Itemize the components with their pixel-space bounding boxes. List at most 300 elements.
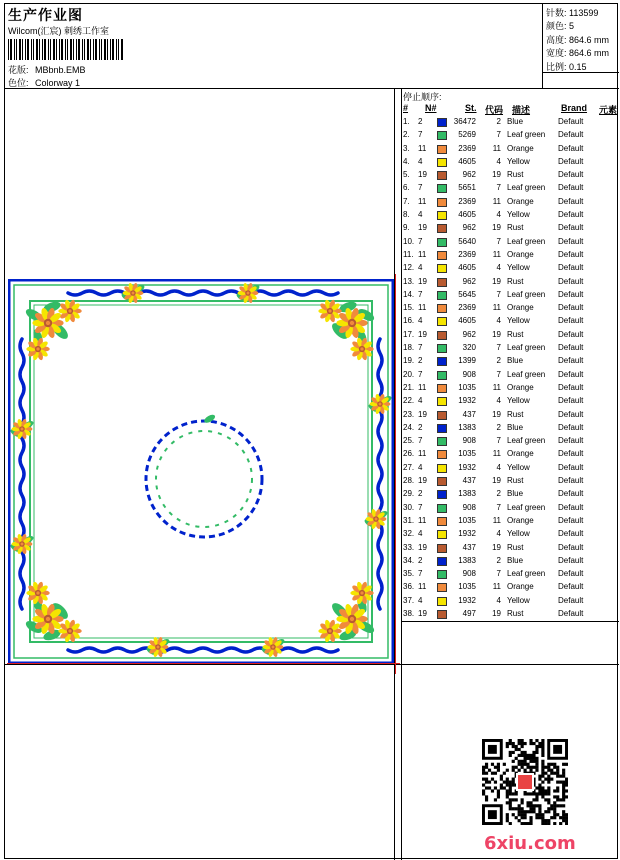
color-swatch [437,224,447,233]
qr-module [509,781,512,784]
qr-module [494,781,497,784]
color-description: Rust [507,542,524,552]
thread-brand: Default [558,223,584,233]
stitch-count: 908 [462,369,476,379]
table-row [403,528,617,541]
table-row [403,369,617,382]
color-description: Rust [507,223,524,233]
qr-module [538,810,541,813]
qr-module [553,795,556,798]
qr-module [524,813,527,816]
table-row [403,222,617,235]
barcode-bar [25,39,26,60]
needle-number: 7 [418,289,423,299]
qr-module [547,819,550,822]
thread-brand: Default [558,476,584,486]
qr-module [562,795,565,798]
qr-module [515,748,518,751]
thread-brand: Default [558,356,584,366]
colorway-label: 色位: [8,78,29,88]
qr-module [512,745,515,748]
thread-brand: Default [558,449,584,459]
barcode-bar [14,39,15,60]
qr-module [512,798,515,801]
color-description: Orange [507,196,534,206]
color-code: 7 [496,236,501,246]
color-swatch [437,610,447,619]
qr-module [518,754,521,757]
color-code: 4 [496,156,501,166]
thread-brand: Default [558,303,584,313]
qr-module [482,783,485,786]
stitch-count: 1035 [458,515,476,525]
qr-module [541,775,544,778]
qr-module [485,795,488,798]
qr-finder-center [553,745,562,754]
color-code: 19 [492,409,501,419]
qr-module [488,769,491,772]
color-description: Blue [507,356,524,366]
qr-module [524,822,527,825]
qr-module [562,792,565,795]
qr-module [535,748,538,751]
color-code: 19 [492,608,501,618]
needle-number: 11 [418,303,427,313]
row-index: 28. [403,476,415,486]
qr-module [553,807,556,810]
table-row [403,209,617,222]
qr-module [535,816,538,819]
qr-module [485,772,488,775]
color-swatch [437,278,447,287]
stitch-count: 962 [462,223,476,233]
qr-code [482,739,568,825]
stitch-count: 1932 [458,529,476,539]
color-description: Leaf green [507,569,546,579]
flower-center-dot [350,321,354,325]
qr-module [541,754,544,757]
color-code: 11 [492,303,501,313]
table-row [403,249,617,262]
qr-module [521,763,524,766]
col-header-element: 元素 [599,105,618,115]
qr-module [532,742,535,745]
barcode-bar [59,39,60,60]
flower-center-dot [157,646,160,649]
stitch-count: 4605 [458,210,476,220]
qr-module [494,786,497,789]
color-code: 7 [496,502,501,512]
needle-number: 19 [418,329,427,339]
color-swatch [437,118,447,127]
qr-module [485,778,488,781]
qr-module [506,795,509,798]
scroll-chain-left [20,339,24,609]
qr-module [526,754,529,757]
qr-module [547,775,550,778]
production-worksheet [4,3,618,859]
thread-brand: Default [558,462,584,472]
qr-module [541,786,544,789]
needle-number: 7 [418,436,423,446]
table-row [403,315,617,328]
qr-module [544,789,547,792]
qr-module [509,792,512,795]
row-index: 36. [403,582,415,592]
qr-module [562,769,565,772]
qr-module [547,807,550,810]
color-description: Rust [507,409,524,419]
thread-brand: Default [558,529,584,539]
needle-number: 11 [418,382,427,392]
qr-module [526,792,529,795]
qr-module [524,769,527,772]
color-code: 11 [492,515,501,525]
color-swatch [437,397,447,406]
color-swatch [437,198,447,207]
color-swatch [437,517,447,526]
row-index: 17. [403,329,415,339]
qr-module [529,739,532,742]
color-description: Leaf green [507,130,546,140]
color-description: Leaf green [507,343,546,353]
color-description: Blue [507,489,524,499]
barcode-bar [107,39,108,60]
qr-module [518,804,521,807]
stitch-count: 1932 [458,396,476,406]
qr-module [556,795,559,798]
qr-module [506,792,509,795]
col-header-description: 描述 [512,105,531,115]
qr-module [559,781,562,784]
qr-module [541,766,544,769]
row-index: 7. [403,196,410,206]
qr-module [532,751,535,754]
color-description: Rust [507,329,524,339]
watermark-text: 6xiu.com [484,833,576,854]
barcode-bar [118,39,119,60]
stat-value: 864.6 mm [569,48,610,58]
qr-module [506,783,509,786]
color-swatch [437,450,447,459]
qr-module [529,742,532,745]
qr-module [521,822,524,825]
flower-center-dot [375,518,378,521]
row-index: 16. [403,316,415,326]
color-swatch [437,411,447,420]
barcode-bar [33,39,34,60]
qr-module [488,786,491,789]
row-index: 27. [403,462,415,472]
color-description: Blue [507,422,524,432]
qr-module [541,772,544,775]
flower-center-dot [328,309,331,312]
barcode-bar [112,39,114,60]
color-code: 4 [496,529,501,539]
needle-number: 7 [418,130,423,140]
qr-module [524,763,527,766]
needle-number: 19 [418,170,427,180]
barcode-bar [67,39,68,60]
barcode-bar [36,39,38,60]
qr-module [506,745,509,748]
flower-center-dot [46,321,50,325]
barcode-bar [42,39,43,60]
qr-module [521,766,524,769]
qr-module [562,813,565,816]
color-code: 19 [492,542,501,552]
color-swatch [437,597,447,606]
qr-module [509,789,512,792]
qr-module [506,816,509,819]
stitch-count: 437 [462,542,476,552]
qr-module [518,807,521,810]
qr-module [518,739,521,742]
qr-module [512,778,515,781]
qr-module [550,804,553,807]
stitch-count: 908 [462,436,476,446]
qr-module [538,807,541,810]
qr-module [497,769,500,772]
qr-module [521,810,524,813]
qr-module [553,810,556,813]
qr-module [538,745,541,748]
qr-module [541,795,544,798]
qr-module [553,763,556,766]
barcode-bar [31,39,32,60]
qr-module [518,819,521,822]
design-file-label: 花版: [8,65,29,75]
table-row [403,502,617,515]
qr-module [532,807,535,810]
qr-module [518,813,521,816]
barcode-bar [22,39,23,60]
table-row [403,129,617,142]
needle-number: 19 [418,276,427,286]
qr-module [556,804,559,807]
qr-module [521,739,524,742]
barcode-bar [76,39,77,60]
color-swatch [437,344,447,353]
color-swatch [437,357,447,366]
qr-module [544,822,547,825]
color-swatch [437,544,447,553]
stitch-count: 1932 [458,462,476,472]
stat-height [546,33,609,46]
qr-module [562,804,565,807]
qr-module [547,822,550,825]
thread-brand: Default [558,316,584,326]
thread-brand: Default [558,489,584,499]
qr-module [565,813,568,816]
needle-number: 4 [418,263,423,273]
qr-module [541,760,544,763]
color-description: Yellow [507,156,530,166]
stitch-count: 1035 [458,582,476,592]
barcode-bar [56,39,57,60]
inner-green-border-2 [34,305,368,638]
table-row [403,555,617,568]
color-code: 19 [492,170,501,180]
thread-brand: Default [558,542,584,552]
stitch-count: 36472 [453,117,476,126]
table-row [403,568,617,581]
qr-module [538,792,541,795]
thread-brand: Default [558,369,584,379]
qr-module [482,778,485,781]
needle-number: 7 [418,369,423,379]
table-row [403,355,617,368]
table-row [403,143,617,156]
qr-module [556,772,559,775]
row-index: 2. [403,130,410,140]
qr-module [509,807,512,810]
barcode-bar [121,39,123,60]
qr-module [529,792,532,795]
barcode-bar [44,39,46,60]
wreath-inner-vine [156,431,252,527]
color-swatch [437,490,447,499]
qr-module [509,798,512,801]
needle-number: 11 [418,196,427,206]
row-index: 20. [403,369,415,379]
barcode-bar [50,39,51,60]
barcode-bar [116,39,117,60]
row-index: 19. [403,356,415,366]
stitch-count: 320 [462,343,476,353]
stat-label: 颜色: [546,21,567,31]
qr-module [562,789,565,792]
row-index: 5. [403,170,410,180]
color-description: Leaf green [507,183,546,193]
needle-number: 11 [418,449,427,459]
needle-number: 4 [418,595,423,605]
qr-module [553,816,556,819]
qr-module [538,789,541,792]
design-file-name: MBbnb.EMB [35,65,86,75]
color-description: Yellow [507,210,530,220]
qr-module [503,763,506,766]
stat-value: 5 [569,21,575,31]
color-swatch [437,291,447,300]
qr-module [529,766,532,769]
qr-module [565,763,568,766]
color-code: 7 [496,436,501,446]
design-file-line [8,63,86,76]
col-header-brand: Brand [561,103,588,113]
qr-module [509,742,512,745]
qr-module [547,778,550,781]
header-divider [5,88,619,89]
qr-module [515,792,518,795]
qr-module [494,798,497,801]
guide-line-vertical [395,274,396,674]
color-swatch [437,171,447,180]
qr-module [532,804,535,807]
row-index: 3. [403,143,410,153]
table-row [403,435,617,448]
qr-module [556,813,559,816]
qr-module [497,763,500,766]
qr-module [550,816,553,819]
qr-module [544,766,547,769]
page-title: 生产作业图 [8,7,83,23]
thread-brand: Default [558,276,584,286]
qr-module [521,801,524,804]
table-row [403,236,617,249]
qr-module [544,798,547,801]
barcode-bar [93,39,94,60]
table-row [403,542,617,555]
qr-module [512,769,515,772]
qr-module [512,751,515,754]
qr-module [485,798,488,801]
barcode-bar [65,39,66,60]
wreath-outer-scroll [146,421,262,537]
qr-module [482,772,485,775]
scroll-chain-top [68,291,338,295]
color-swatch [437,304,447,313]
qr-module [541,792,544,795]
qr-module [482,789,485,792]
color-swatch [437,317,447,326]
color-code: 11 [492,143,501,153]
qr-module [526,804,529,807]
qr-module [541,819,544,822]
qr-module [526,801,529,804]
needle-number: 19 [418,542,427,552]
qr-module [521,816,524,819]
table-row [403,302,617,315]
qr-module [491,772,494,775]
stat-label: 针数: [546,8,567,18]
qr-module [521,813,524,816]
qr-module [562,819,565,822]
flower-center-dot [46,617,50,621]
qr-module [535,745,538,748]
qr-module [524,757,527,760]
color-code: 19 [492,223,501,233]
needle-number: 19 [418,409,427,419]
thread-brand: Default [558,329,584,339]
qr-module [535,798,538,801]
row-index: 11. [403,249,414,259]
qr-module [559,798,562,801]
qr-module [509,801,512,804]
color-code: 4 [496,316,501,326]
qr-module [526,763,529,766]
qr-module [509,804,512,807]
row-index: 21. [403,382,415,392]
qr-module [547,798,550,801]
color-code: 7 [496,289,501,299]
qr-module [503,781,506,784]
thread-brand: Default [558,343,584,353]
qr-module [529,810,532,813]
color-swatch [437,583,447,592]
qr-module [485,766,488,769]
qr-module [562,786,565,789]
qr-module [535,786,538,789]
color-description: Leaf green [507,369,546,379]
stitch-count: 5640 [458,236,476,246]
thread-brand: Default [558,249,584,259]
stitch-count: 2369 [458,196,476,206]
color-code: 2 [496,489,501,499]
qr-module [547,786,550,789]
qr-module [482,769,485,772]
qr-module [556,781,559,784]
